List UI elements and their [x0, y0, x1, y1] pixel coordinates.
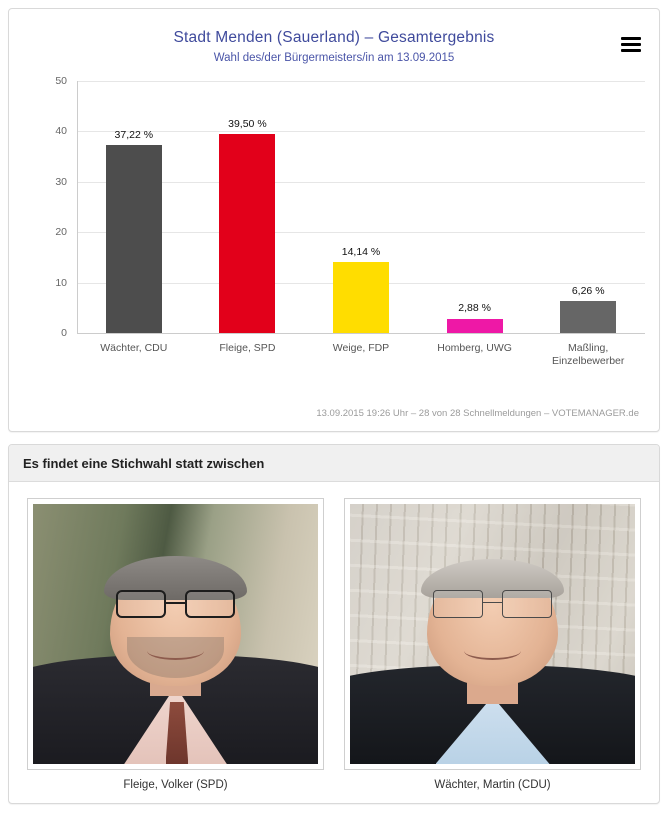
chart-bar[interactable] [333, 262, 389, 333]
candidate-item[interactable] [344, 498, 641, 791]
bar-value-label: 37,22 % [114, 129, 154, 142]
glasses-icon [116, 590, 236, 619]
photo-frame [344, 498, 641, 770]
bar-value-label: 39,50 % [228, 117, 267, 130]
chart-bar[interactable] [219, 134, 275, 333]
gridline [77, 232, 645, 233]
runoff-heading: Es findet eine Stichwahl statt zwischen [9, 445, 659, 482]
election-result-chart-card [8, 8, 660, 432]
x-axis-category-label: Homberg, UWG [437, 342, 512, 354]
x-axis-line [77, 333, 645, 334]
y-axis-tick-label: 50 [55, 75, 67, 87]
runoff-card [8, 444, 660, 804]
portrait-photo-waechter [350, 504, 635, 764]
y-axis-tick-label: 0 [61, 327, 67, 339]
glasses-icon [433, 590, 553, 619]
y-axis-tick-label: 20 [55, 226, 67, 239]
glasses-lens-right [502, 590, 552, 619]
chart-title: Stadt Menden (Sauerland) – Gesamtergebnis [173, 29, 495, 46]
gridline [77, 131, 645, 132]
photo-smile [464, 642, 521, 660]
hamburger-bar [621, 49, 641, 52]
glasses-bridge [483, 602, 502, 604]
candidate-caption: Fleige, Volker (SPD) [123, 779, 228, 791]
gridline [77, 81, 645, 82]
bar-value-label: 6,26 % [571, 285, 605, 298]
y-axis-tick-label: 40 [55, 125, 67, 138]
x-axis-category-label: Weige, FDP [332, 342, 390, 354]
bar-value-label: 14,14 % [341, 245, 381, 258]
chart-bar[interactable] [560, 301, 616, 333]
chart-bar[interactable] [447, 319, 503, 334]
y-axis-tick-label: 30 [55, 175, 67, 188]
portrait-photo-fleige [33, 504, 318, 764]
hamburger-bar [621, 37, 641, 40]
x-axis-category-label: Fleige, SPD [219, 342, 276, 354]
hamburger-menu-icon[interactable] [621, 37, 641, 52]
glasses-lens-left [116, 590, 166, 619]
hamburger-bar [621, 43, 641, 46]
candidate-caption: Wächter, Martin (CDU) [434, 779, 551, 791]
photo-smile [147, 642, 204, 660]
chart-plot-area [9, 71, 660, 391]
x-axis-category-label: Wächter, CDU [100, 342, 168, 354]
chart-bar[interactable] [106, 145, 162, 333]
candidate-list [9, 482, 659, 791]
glasses-lens-right [185, 590, 235, 619]
gridline [77, 182, 645, 183]
x-axis-category-label: Maßling, Einzelbewerber [552, 342, 625, 367]
y-axis-tick-label: 10 [55, 276, 67, 289]
glasses-bridge [166, 602, 185, 605]
y-axis-line [77, 81, 78, 333]
glasses-lens-left [433, 590, 483, 619]
chart-credit: 13.09.2015 19:26 Uhr – 28 von 28 Schnellmeldungen – VOTEMANAGER.de [316, 408, 639, 419]
candidate-item[interactable] [27, 498, 324, 791]
photo-frame [27, 498, 324, 770]
bar-value-label: 2,88 % [458, 302, 491, 315]
chart-subtitle: Wahl des/der Bürgermeisters/in am 13.09.2015 [213, 52, 455, 64]
